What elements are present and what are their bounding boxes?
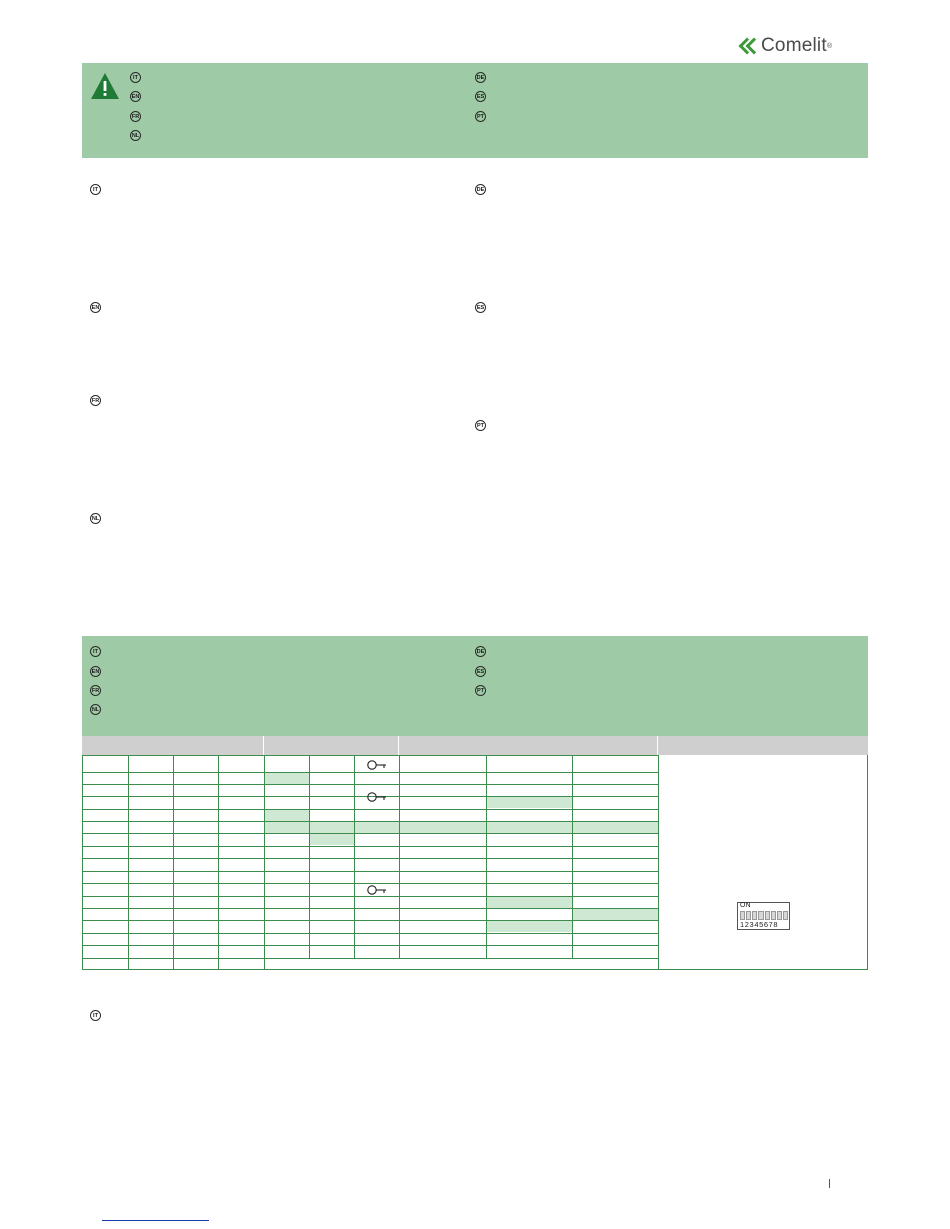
lang-badge-nl-2: NL: [90, 704, 101, 715]
table-header-cell: [264, 736, 399, 755]
table-col-line: [658, 755, 659, 969]
dip-on-label: ON: [740, 902, 751, 909]
dip-switch-1: [740, 911, 745, 920]
section-badge-it-bottom: IT: [90, 1010, 101, 1021]
table-col-line: [128, 755, 129, 969]
highlighted-cell: [486, 920, 572, 932]
table-col-line: [264, 755, 265, 958]
dip-switch-6: [771, 911, 776, 920]
table-col-line: [354, 755, 355, 958]
dip-switch-3: [752, 911, 757, 920]
section-badge-fr: FR: [90, 395, 101, 406]
footnote-rule: [102, 1220, 209, 1221]
logo-registered: ®: [826, 42, 832, 50]
table-row-line: [82, 958, 658, 959]
comelit-logo: [737, 35, 852, 57]
table-header-cell: [82, 736, 264, 755]
logo-text: Comelit: [761, 35, 827, 56]
logo-mark-icon: [737, 38, 759, 54]
table-col-line: [572, 755, 573, 958]
table-col-line: [486, 755, 487, 958]
dip-switch-4: [758, 911, 763, 920]
lang-badge-fr-2: FR: [90, 685, 101, 696]
key-icon: [367, 791, 387, 803]
lang-badge-es-2: ES: [475, 666, 486, 677]
lang-badge-de: DE: [475, 72, 486, 83]
table-header-cell: [658, 736, 868, 755]
lang-badge-nl: NL: [130, 130, 141, 141]
section-badge-pt: PT: [475, 420, 486, 431]
section-badge-nl: NL: [90, 513, 101, 524]
key-icon: [367, 759, 387, 771]
table-col-line: [399, 755, 400, 958]
highlighted-cell: [309, 833, 354, 845]
lang-badge-es: ES: [475, 91, 486, 102]
lang-badge-en-2: EN: [90, 666, 101, 677]
highlighted-cell: [486, 896, 572, 908]
section-badge-de: DE: [475, 184, 486, 195]
table-col-line: [218, 755, 219, 969]
key-icon: [367, 884, 387, 896]
dip-switches: [740, 911, 788, 920]
dip-numbers: 12345678: [740, 920, 779, 929]
dip-switch-7: [777, 911, 782, 920]
dip-switch-2: [746, 911, 751, 920]
section-badge-es: ES: [475, 302, 486, 313]
page-marker: [829, 1179, 830, 1188]
warning-triangle-icon: [90, 72, 120, 100]
lang-badge-fr: FR: [130, 111, 141, 122]
dip-switch: [737, 902, 790, 930]
lang-badge-de-2: DE: [475, 646, 486, 657]
table-col-line: [173, 755, 174, 969]
dip-switch-8: [783, 911, 788, 920]
lang-badge-en: EN: [130, 91, 141, 102]
highlighted-cell: [264, 772, 309, 784]
highlighted-cell: [264, 821, 658, 833]
table-col-line: [264, 958, 265, 969]
highlighted-cell: [486, 796, 572, 808]
dip-switch-5: [765, 911, 770, 920]
lang-badge-pt: PT: [475, 111, 486, 122]
highlighted-cell: [264, 809, 309, 821]
highlighted-cell: [572, 908, 658, 920]
table-col-line: [309, 755, 310, 958]
lang-badge-it: IT: [130, 72, 141, 83]
section-badge-en: EN: [90, 302, 101, 313]
lang-badge-pt-2: PT: [475, 685, 486, 696]
table-header-cell: [399, 736, 658, 755]
lang-badge-it-2: IT: [90, 646, 101, 657]
section-badge-it: IT: [90, 184, 101, 195]
